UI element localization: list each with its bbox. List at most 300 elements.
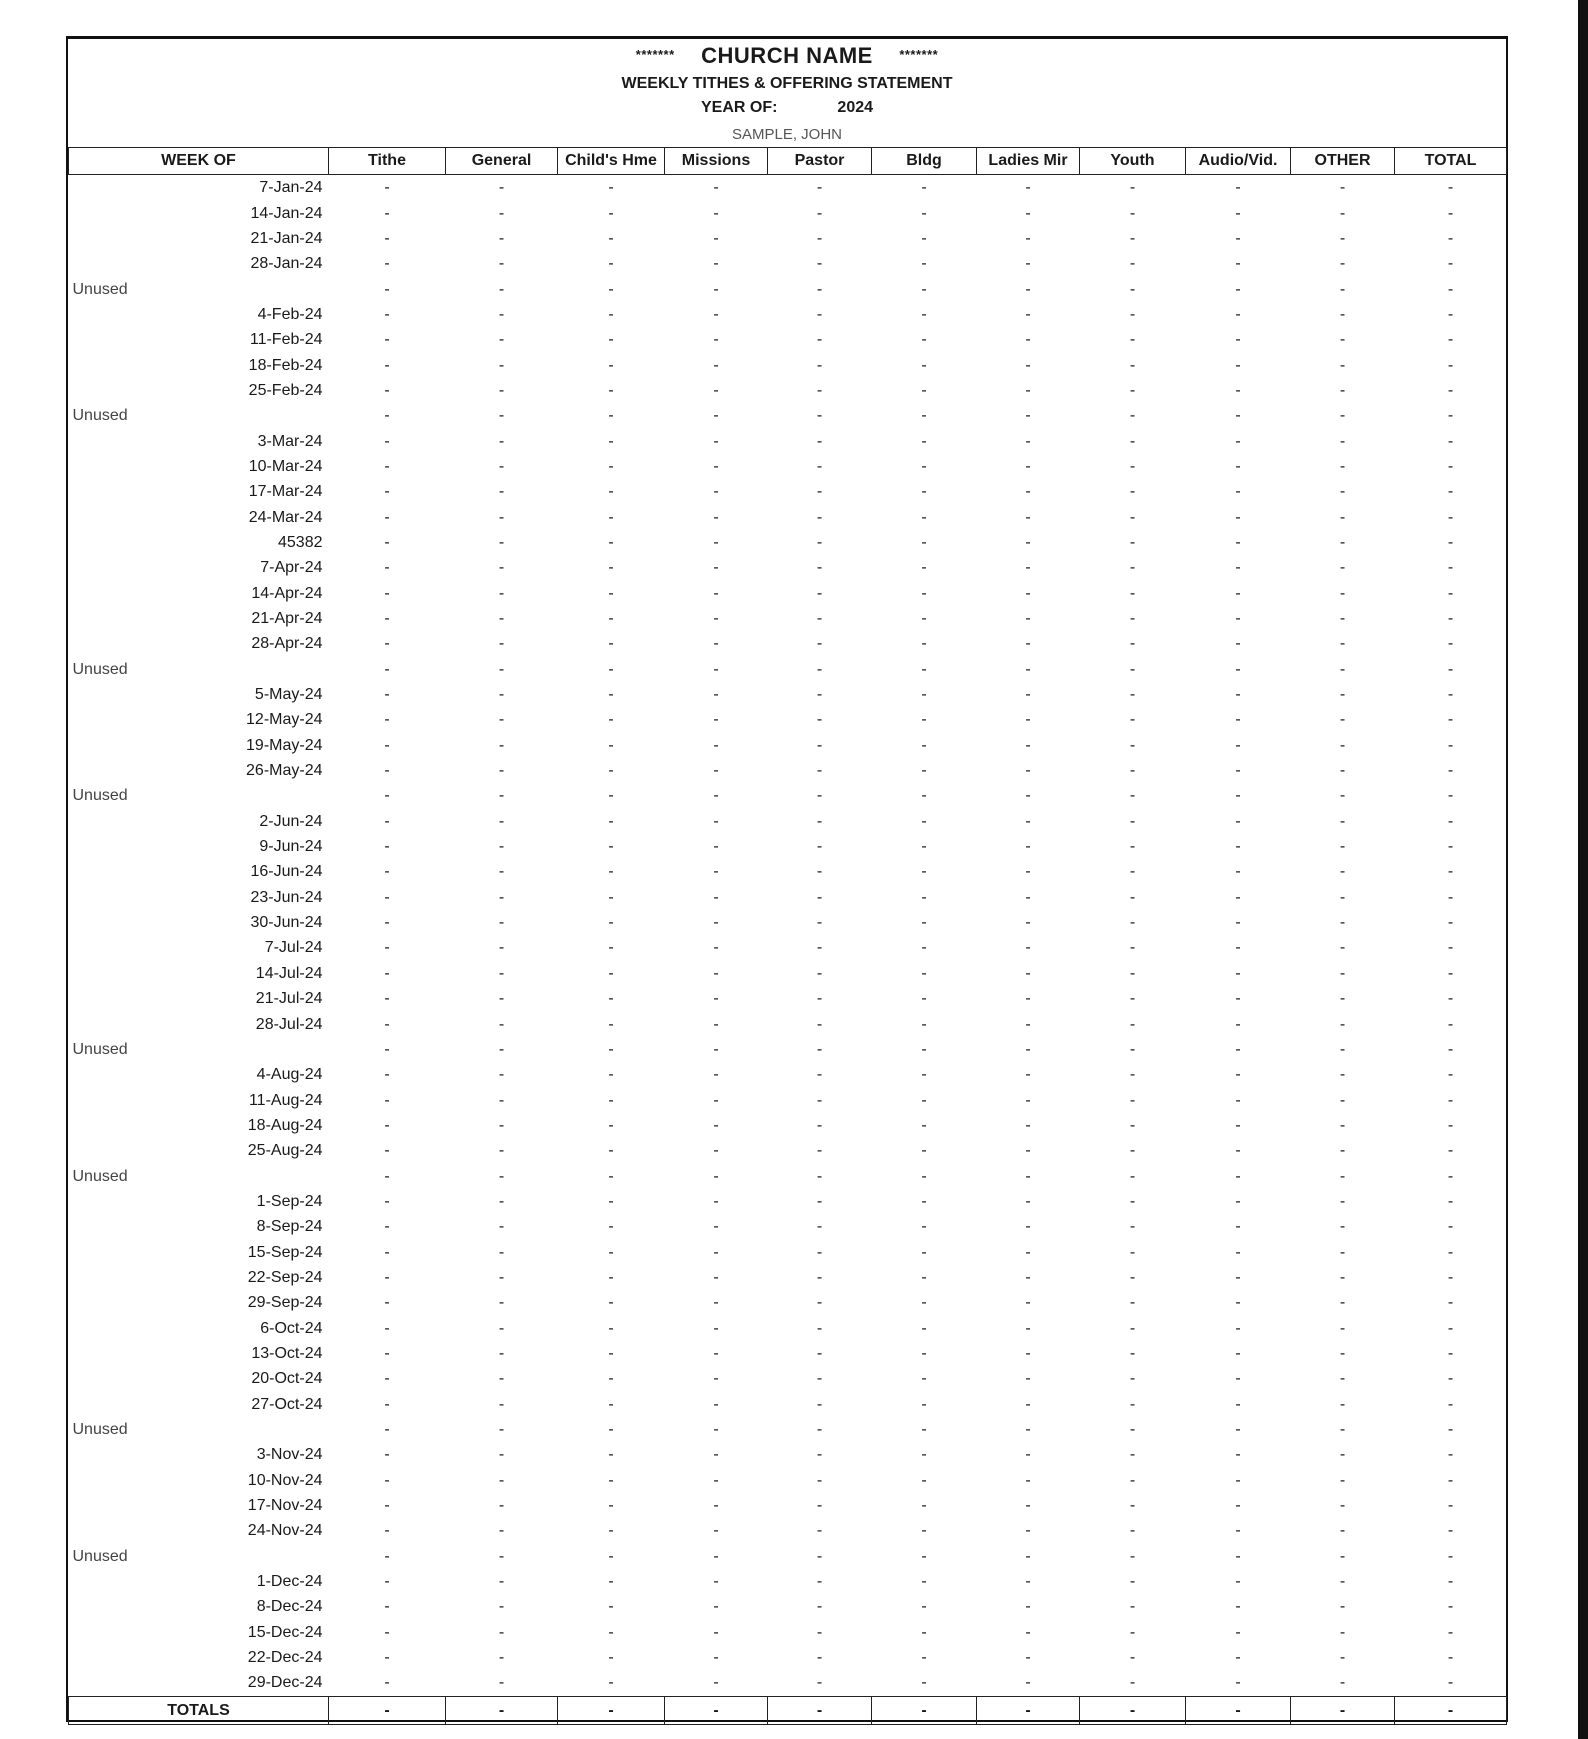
week-date: 45382 <box>278 533 323 551</box>
week-date: 26-May-24 <box>246 762 323 780</box>
amount-cell: - <box>816 736 823 754</box>
amount-cell: - <box>384 305 390 323</box>
amount-cell: - <box>1235 1167 1241 1185</box>
amount-cell: - <box>921 533 927 551</box>
amount-cell: - <box>384 1294 390 1312</box>
amount-cell: - <box>1025 280 1031 298</box>
table-row <box>69 910 1507 935</box>
amount-cell: - <box>713 483 719 501</box>
amount-cell: - <box>608 533 614 551</box>
amount-cell: - <box>713 1522 719 1540</box>
amount-cell: - <box>921 381 927 399</box>
amount-cell: - <box>1025 787 1031 805</box>
amount-cell: - <box>608 711 614 729</box>
amount-cell: - <box>816 204 823 222</box>
table-row <box>69 1442 1507 1467</box>
amount-cell: - <box>498 787 505 805</box>
week-date: 30-Jun-24 <box>250 914 323 932</box>
amount-cell: - <box>1129 812 1136 830</box>
amount-cell: - <box>1129 1395 1136 1413</box>
amount-cell: - <box>1447 812 1454 830</box>
amount-cell: - <box>713 584 719 602</box>
amount-cell: - <box>713 255 719 273</box>
column-header-7: Ladies Mir <box>977 148 1080 175</box>
amount-cell: - <box>1129 1623 1136 1641</box>
amount-cell: - <box>498 990 505 1008</box>
amount-cell: - <box>608 1015 614 1033</box>
amount-cell: - <box>921 787 927 805</box>
table-row <box>69 1544 1507 1569</box>
amount-cell: - <box>1235 1471 1241 1489</box>
amount-cell: - <box>1129 1294 1136 1312</box>
amount-cell: - <box>1339 1243 1346 1261</box>
amount-cell: - <box>1235 1497 1241 1515</box>
ledger-body <box>69 175 1507 1725</box>
amount-cell: - <box>713 1192 719 1210</box>
amount-cell: - <box>1235 812 1241 830</box>
amount-cell: - <box>498 1294 505 1312</box>
amount-cell: - <box>608 1421 614 1439</box>
amount-cell: - <box>384 1344 390 1362</box>
amount-cell: - <box>1129 1370 1136 1388</box>
amount-cell: - <box>1447 1370 1454 1388</box>
total-cell: - <box>1186 1696 1291 1724</box>
amount-cell: - <box>498 1421 505 1439</box>
amount-cell: - <box>816 432 823 450</box>
amount-cell: - <box>816 1268 823 1286</box>
amount-cell: - <box>1339 331 1346 349</box>
amount-cell: - <box>1339 356 1346 374</box>
total-cell: - <box>329 1696 446 1724</box>
amount-cell: - <box>921 1344 927 1362</box>
amount-cell: - <box>1025 432 1031 450</box>
amount-cell: - <box>608 1319 614 1337</box>
amount-cell: - <box>713 1598 719 1616</box>
table-row <box>69 1417 1507 1442</box>
amount-cell: - <box>1447 635 1454 653</box>
amount-cell: - <box>1025 1649 1031 1667</box>
amount-cell: - <box>384 660 390 678</box>
table-row <box>69 1214 1507 1239</box>
week-date: 1-Dec-24 <box>256 1573 323 1591</box>
amount-cell: - <box>921 255 927 273</box>
amount-cell: - <box>1129 1344 1136 1362</box>
amount-cell: - <box>1025 1573 1031 1591</box>
unused-week-label: Unused <box>72 787 128 805</box>
amount-cell: - <box>713 1395 719 1413</box>
amount-cell: - <box>1447 407 1454 425</box>
amount-cell: - <box>1129 305 1136 323</box>
amount-cell: - <box>1235 1649 1241 1667</box>
table-row <box>69 834 1507 859</box>
table-row <box>69 1163 1507 1188</box>
amount-cell: - <box>1235 457 1241 475</box>
amount-cell: - <box>1025 1446 1031 1464</box>
amount-cell: - <box>713 280 719 298</box>
amount-cell: - <box>1025 1623 1031 1641</box>
table-row <box>69 428 1507 453</box>
amount-cell: - <box>1025 610 1031 628</box>
amount-cell: - <box>713 1471 719 1489</box>
amount-cell: - <box>1025 229 1031 247</box>
amount-cell: - <box>1025 204 1031 222</box>
table-row <box>69 251 1507 276</box>
table-row <box>69 707 1507 732</box>
amount-cell: - <box>921 204 927 222</box>
week-date: 16-Jun-24 <box>250 863 323 881</box>
amount-cell: - <box>713 559 719 577</box>
amount-cell: - <box>498 1547 505 1565</box>
amount-cell: - <box>1129 331 1136 349</box>
week-date: 5-May-24 <box>254 686 323 704</box>
amount-cell: - <box>713 711 719 729</box>
amount-cell: - <box>1447 1142 1454 1160</box>
amount-cell: - <box>1129 914 1136 932</box>
amount-cell: - <box>1339 229 1346 247</box>
amount-cell: - <box>384 229 390 247</box>
amount-cell: - <box>713 1547 719 1565</box>
amount-cell: - <box>498 305 505 323</box>
amount-cell: - <box>498 483 505 501</box>
table-row <box>69 1670 1507 1696</box>
amount-cell: - <box>498 1218 505 1236</box>
statement-sheet <box>66 36 1508 1722</box>
amount-cell: - <box>1129 179 1136 197</box>
amount-cell: - <box>1235 432 1241 450</box>
amount-cell: - <box>816 787 823 805</box>
amount-cell: - <box>498 863 505 881</box>
amount-cell: - <box>608 1446 614 1464</box>
amount-cell: - <box>1025 838 1031 856</box>
church-name: CHURCH NAME <box>701 43 873 68</box>
amount-cell: - <box>384 635 390 653</box>
amount-cell: - <box>1235 1319 1241 1337</box>
amount-cell: - <box>608 255 614 273</box>
amount-cell: - <box>1447 1547 1454 1565</box>
amount-cell: - <box>384 559 390 577</box>
amount-cell: - <box>1339 1192 1346 1210</box>
unused-week-label: Unused <box>72 280 128 298</box>
amount-cell: - <box>1235 1066 1241 1084</box>
amount-cell: - <box>1025 686 1031 704</box>
amount-cell: - <box>1235 1421 1241 1439</box>
amount-cell: - <box>713 914 719 932</box>
amount-cell: - <box>608 964 614 982</box>
amount-cell: - <box>608 1598 614 1616</box>
amount-cell: - <box>1235 1370 1241 1388</box>
amount-cell: - <box>921 457 927 475</box>
amount-cell: - <box>921 1573 927 1591</box>
amount-cell: - <box>1235 1116 1241 1134</box>
amount-cell: - <box>1447 1573 1454 1591</box>
amount-cell: - <box>608 610 614 628</box>
amount-cell: - <box>1235 1446 1241 1464</box>
amount-cell: - <box>816 762 823 780</box>
column-header-6: Bldg <box>872 148 977 175</box>
amount-cell: - <box>1339 660 1346 678</box>
amount-cell: - <box>608 508 614 526</box>
amount-cell: - <box>713 1066 719 1084</box>
table-row <box>69 986 1507 1011</box>
week-date: 10-Mar-24 <box>248 457 323 475</box>
amount-cell: - <box>608 1395 614 1413</box>
amount-cell: - <box>1447 305 1454 323</box>
amount-cell: - <box>1339 1370 1346 1388</box>
amount-cell: - <box>1339 1446 1346 1464</box>
amount-cell: - <box>816 990 823 1008</box>
amount-cell: - <box>1025 1091 1031 1109</box>
amount-cell: - <box>608 584 614 602</box>
amount-cell: - <box>498 204 505 222</box>
amount-cell: - <box>921 280 927 298</box>
amount-cell: - <box>816 179 823 197</box>
table-row <box>69 657 1507 682</box>
amount-cell: - <box>816 457 823 475</box>
amount-cell: - <box>921 660 927 678</box>
total-cell: - <box>558 1696 665 1724</box>
table-row <box>69 175 1507 201</box>
amount-cell: - <box>1339 1421 1346 1439</box>
week-date: 14-Apr-24 <box>251 584 323 602</box>
amount-cell: - <box>1339 838 1346 856</box>
table-row <box>69 403 1507 428</box>
column-header-9: Audio/Vid. <box>1186 148 1291 175</box>
amount-cell: - <box>921 1294 927 1312</box>
amount-cell: - <box>1447 1623 1454 1641</box>
year-value: 2024 <box>837 99 874 116</box>
amount-cell: - <box>713 939 719 957</box>
amount-cell: - <box>1339 559 1346 577</box>
amount-cell: - <box>1447 1649 1454 1667</box>
table-row <box>69 682 1507 707</box>
amount-cell: - <box>608 204 614 222</box>
amount-cell: - <box>384 1547 390 1565</box>
amount-cell: - <box>498 1395 505 1413</box>
amount-cell: - <box>921 1446 927 1464</box>
amount-cell: - <box>1235 280 1241 298</box>
amount-cell: - <box>713 1142 719 1160</box>
table-row <box>69 1392 1507 1417</box>
statement-header <box>68 39 1506 147</box>
amount-cell: - <box>713 533 719 551</box>
amount-cell: - <box>1235 356 1241 374</box>
amount-cell: - <box>1447 686 1454 704</box>
amount-cell: - <box>921 736 927 754</box>
amount-cell: - <box>1129 255 1136 273</box>
table-row <box>69 1493 1507 1518</box>
amount-cell: - <box>384 1091 390 1109</box>
total-cell: - <box>977 1696 1080 1724</box>
week-date: 24-Mar-24 <box>248 508 323 526</box>
amount-cell: - <box>921 888 927 906</box>
amount-cell: - <box>1025 863 1031 881</box>
week-date: 13-Oct-24 <box>251 1344 323 1362</box>
amount-cell: - <box>1025 407 1031 425</box>
amount-cell: - <box>816 1623 823 1641</box>
amount-cell: - <box>498 331 505 349</box>
amount-cell: - <box>1447 508 1454 526</box>
week-date: 28-Apr-24 <box>251 635 323 653</box>
amount-cell: - <box>608 179 614 197</box>
week-date: 6-Oct-24 <box>260 1319 323 1337</box>
amount-cell: - <box>1447 1243 1454 1261</box>
amount-cell: - <box>384 1395 390 1413</box>
amount-cell: - <box>1129 711 1136 729</box>
amount-cell: - <box>1235 1522 1241 1540</box>
week-date: 2-Jun-24 <box>259 812 323 830</box>
amount-cell: - <box>1235 483 1241 501</box>
amount-cell: - <box>816 280 823 298</box>
amount-cell: - <box>1235 990 1241 1008</box>
amount-cell: - <box>1447 1471 1454 1489</box>
amount-cell: - <box>608 888 614 906</box>
amount-cell: - <box>1447 711 1454 729</box>
amount-cell: - <box>384 1116 390 1134</box>
week-date: 10-Nov-24 <box>247 1471 323 1489</box>
amount-cell: - <box>608 1167 614 1185</box>
amount-cell: - <box>608 736 614 754</box>
amount-cell: - <box>608 1522 614 1540</box>
amount-cell: - <box>1339 1294 1346 1312</box>
amount-cell: - <box>921 1547 927 1565</box>
week-date: 14-Jul-24 <box>255 964 323 982</box>
amount-cell: - <box>816 1598 823 1616</box>
amount-cell: - <box>1235 1218 1241 1236</box>
amount-cell: - <box>713 1649 719 1667</box>
amount-cell: - <box>1235 1294 1241 1312</box>
week-date: 18-Aug-24 <box>247 1116 323 1134</box>
amount-cell: - <box>608 863 614 881</box>
amount-cell: - <box>384 1497 390 1515</box>
amount-cell: - <box>1025 736 1031 754</box>
week-date: 24-Nov-24 <box>247 1522 323 1540</box>
amount-cell: - <box>498 1015 505 1033</box>
amount-cell: - <box>1025 305 1031 323</box>
amount-cell: - <box>921 1167 927 1185</box>
amount-cell: - <box>1129 1218 1136 1236</box>
amount-cell: - <box>1235 1091 1241 1109</box>
amount-cell: - <box>384 736 390 754</box>
amount-cell: - <box>498 736 505 754</box>
amount-cell: - <box>498 1167 505 1185</box>
amount-cell: - <box>608 914 614 932</box>
table-row <box>69 1138 1507 1163</box>
amount-cell: - <box>384 990 390 1008</box>
amount-cell: - <box>713 305 719 323</box>
amount-cell: - <box>713 1167 719 1185</box>
amount-cell: - <box>498 762 505 780</box>
amount-cell: - <box>1447 584 1454 602</box>
amount-cell: - <box>816 711 823 729</box>
table-row <box>69 1341 1507 1366</box>
table-row <box>69 859 1507 884</box>
amount-cell: - <box>713 1319 719 1337</box>
amount-cell: - <box>1339 787 1346 805</box>
amount-cell: - <box>816 1522 823 1540</box>
amount-cell: - <box>1129 407 1136 425</box>
amount-cell: - <box>1339 939 1346 957</box>
amount-cell: - <box>1025 1066 1031 1084</box>
amount-cell: - <box>1235 1598 1241 1616</box>
amount-cell: - <box>1447 457 1454 475</box>
amount-cell: - <box>1235 1192 1241 1210</box>
total-cell: - <box>446 1696 558 1724</box>
amount-cell: - <box>816 1471 823 1489</box>
amount-cell: - <box>1129 1091 1136 1109</box>
amount-cell: - <box>1129 1573 1136 1591</box>
offering-table <box>68 147 1507 1725</box>
amount-cell: - <box>498 660 505 678</box>
amount-cell: - <box>384 381 390 399</box>
amount-cell: - <box>1447 280 1454 298</box>
table-row <box>69 555 1507 580</box>
amount-cell: - <box>713 762 719 780</box>
amount-cell: - <box>816 305 823 323</box>
amount-cell: - <box>713 812 719 830</box>
amount-cell: - <box>1339 1319 1346 1337</box>
amount-cell: - <box>816 1344 823 1362</box>
amount-cell: - <box>816 1167 823 1185</box>
amount-cell: - <box>1025 179 1031 197</box>
amount-cell: - <box>1129 787 1136 805</box>
amount-cell: - <box>384 1446 390 1464</box>
amount-cell: - <box>921 1522 927 1540</box>
week-date: 29-Sep-24 <box>247 1294 323 1312</box>
amount-cell: - <box>713 787 719 805</box>
amount-cell: - <box>816 610 823 628</box>
amount-cell: - <box>1025 584 1031 602</box>
amount-cell: - <box>816 1243 823 1261</box>
amount-cell: - <box>921 1243 927 1261</box>
amount-cell: - <box>921 1421 927 1439</box>
amount-cell: - <box>498 686 505 704</box>
amount-cell: - <box>498 964 505 982</box>
amount-cell: - <box>1235 1344 1241 1362</box>
week-date: 29-Dec-24 <box>247 1674 323 1692</box>
amount-cell: - <box>1447 1421 1454 1439</box>
amount-cell: - <box>1025 508 1031 526</box>
week-date: 7-Jan-24 <box>259 179 323 197</box>
amount-cell: - <box>498 1268 505 1286</box>
amount-cell: - <box>1129 1192 1136 1210</box>
week-date: 18-Feb-24 <box>248 356 323 374</box>
amount-cell: - <box>608 762 614 780</box>
amount-cell: - <box>608 331 614 349</box>
amount-cell: - <box>1025 1471 1031 1489</box>
amount-cell: - <box>384 888 390 906</box>
table-row <box>69 733 1507 758</box>
amount-cell: - <box>1129 610 1136 628</box>
column-header-3: Child's Hme <box>558 148 665 175</box>
amount-cell: - <box>384 1142 390 1160</box>
week-date: 11-Feb-24 <box>249 331 323 349</box>
week-date: 3-Mar-24 <box>257 432 323 450</box>
amount-cell: - <box>608 1066 614 1084</box>
amount-cell: - <box>384 838 390 856</box>
amount-cell: - <box>1447 1167 1454 1185</box>
total-cell: - <box>1080 1696 1186 1724</box>
amount-cell: - <box>921 1370 927 1388</box>
amount-cell: - <box>384 1598 390 1616</box>
amount-cell: - <box>713 457 719 475</box>
amount-cell: - <box>713 660 719 678</box>
amount-cell: - <box>498 939 505 957</box>
table-row <box>69 378 1507 403</box>
amount-cell: - <box>1129 1268 1136 1286</box>
amount-cell: - <box>921 229 927 247</box>
amount-cell: - <box>921 331 927 349</box>
column-header-8: Youth <box>1080 148 1186 175</box>
